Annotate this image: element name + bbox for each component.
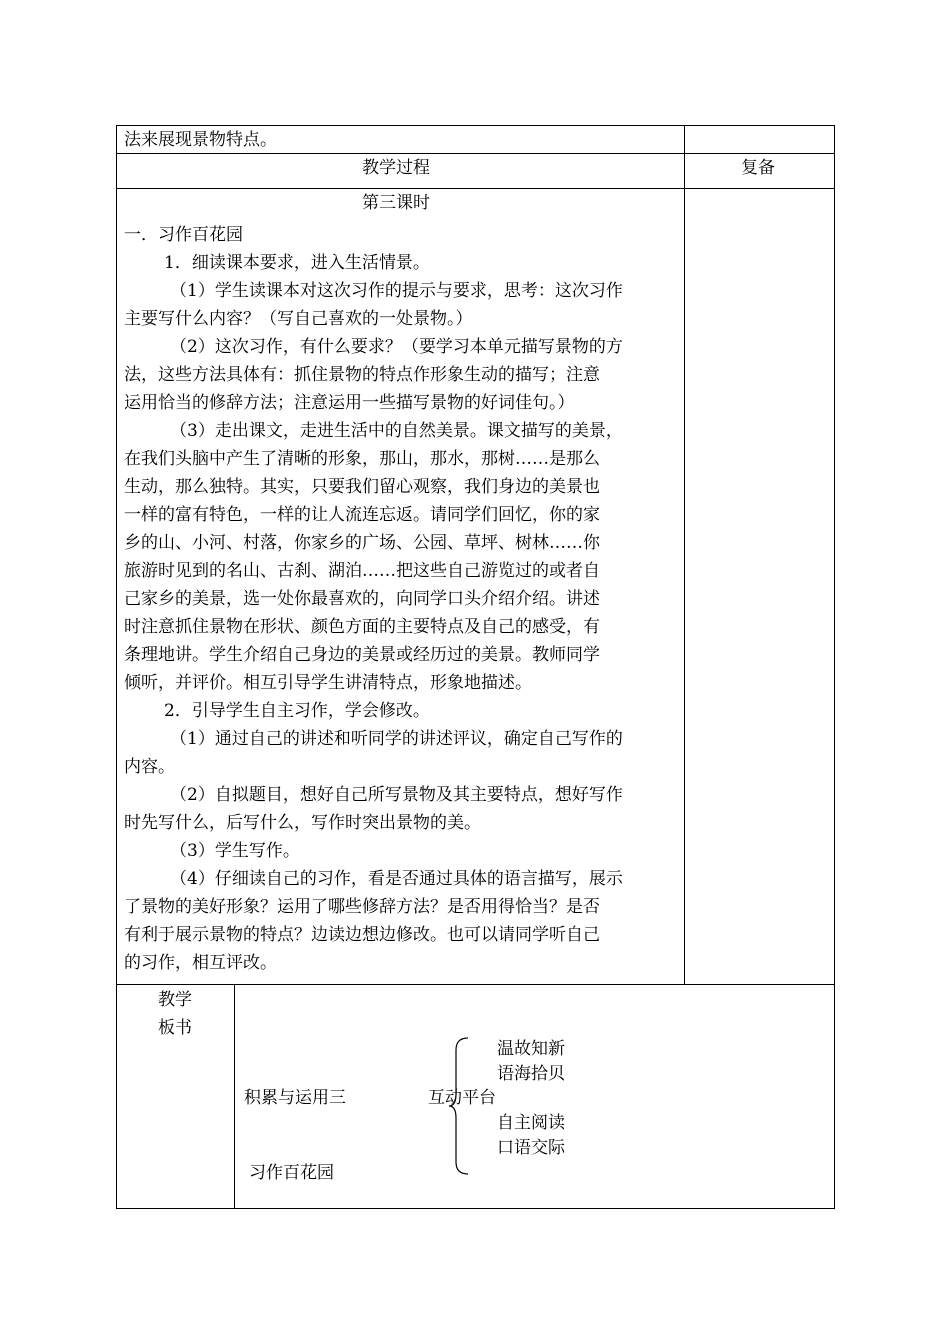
paragraph-line: 乡的山、小河、村落，你家乡的广场、公园、草坪、树林……你 xyxy=(124,533,600,553)
paragraph-line: （1）学生读课本对这次习作的提示与要求，思考：这次习作 xyxy=(170,281,623,301)
lesson-body xyxy=(124,221,676,977)
paragraph-line: 倾听，并评价。相互引导学生讲清特点，形象地描述。 xyxy=(124,673,532,693)
paragraph-line: 有利于展示景物的特点？边读边想边修改。也可以请同学听自己 xyxy=(124,925,600,945)
row-divider xyxy=(116,153,835,154)
row-divider xyxy=(116,188,835,189)
paragraph-line: 时注意抓住景物在形状、颜色方面的主要特点及自己的感受，有 xyxy=(124,617,600,637)
step-heading: 2．引导学生自主习作，学会修改。 xyxy=(164,701,430,721)
paragraph-line: 主要写什么内容？（写自己喜欢的一处景物。） xyxy=(124,309,473,329)
paragraph-line: 旅游时见到的名山、古刹、湖泊……把这些自己游览过的或者自 xyxy=(124,561,600,581)
paragraph-line: （3）走出课文，走进生活中的自然美景。课文描写的美景， xyxy=(170,421,623,441)
board-label-line2: 板书 xyxy=(158,1018,192,1038)
paragraph-line: 运用恰当的修辞方法；注意运用一些描写景物的好词佳句。） xyxy=(124,393,575,413)
board-main-text: 积累与运用三 xyxy=(244,1088,346,1108)
paragraph-line: 条理地讲。学生介绍自己身边的美景或经历过的美景。教师同学 xyxy=(124,645,600,665)
process-header: 教学过程 xyxy=(362,158,430,178)
section-heading: 一．习作百花园 xyxy=(124,225,243,245)
paragraph-line: 法，这些方法具体有：抓住景物的特点作形象生动的描写；注意 xyxy=(124,365,600,385)
board-item: 语海拾贝 xyxy=(497,1064,565,1084)
paragraph-line: （2）这次习作，有什么要求？（要学习本单元描写景物的方 xyxy=(170,337,623,357)
paragraph-line: 的习作，相互评改。 xyxy=(124,953,277,973)
board-item: 自主阅读 xyxy=(497,1113,565,1133)
paragraph-line: 一样的富有特色，一样的让人流连忘返。请同学们回忆，你的家 xyxy=(124,505,600,525)
board-item: 口语交际 xyxy=(497,1138,565,1158)
column-divider xyxy=(234,984,235,1209)
paragraph-line: （3）学生写作。 xyxy=(170,841,300,861)
paragraph-line: 了景物的美好形象？运用了哪些修辞方法？是否用得恰当？是否 xyxy=(124,897,600,917)
paragraph-line: 内容。 xyxy=(124,757,175,777)
step-heading: 1．细读课本要求，进入生活情景。 xyxy=(164,253,430,273)
paragraph-line: （4）仔细读自己的习作，看是否通过具体的语言描写，展示 xyxy=(170,869,623,889)
row-divider xyxy=(116,984,835,985)
review-header: 复备 xyxy=(741,158,775,178)
top-fragment-text: 法来展现景物特点。 xyxy=(124,130,277,150)
paragraph-line: 生动，那么独特。其实，只要我们留心观察，我们身边的美景也 xyxy=(124,477,600,497)
board-center-text: 互动平台 xyxy=(428,1088,496,1108)
curly-brace-icon xyxy=(448,1036,472,1176)
paragraph-line: （1）通过自己的讲述和听同学的讲述评议，确定自己写作的 xyxy=(170,729,623,749)
paragraph-line: 在我们头脑中产生了清晰的形象，那山，那水，那树……是那么 xyxy=(124,449,600,469)
board-label-line1: 教学 xyxy=(158,990,192,1010)
paragraph-line: （2）自拟题目，想好自己所写景物及其主要特点，想好写作 xyxy=(170,785,623,805)
paragraph-line: 时先写什么，后写什么，写作时突出景物的美。 xyxy=(124,813,481,833)
board-item: 温故知新 xyxy=(497,1039,565,1059)
lesson-title: 第三课时 xyxy=(362,193,430,213)
paragraph-line: 己家乡的美景，选一处你最喜欢的，向同学口头介绍介绍。讲述 xyxy=(124,589,600,609)
board-bottom-text: 习作百花园 xyxy=(249,1163,334,1183)
column-divider xyxy=(684,125,685,984)
